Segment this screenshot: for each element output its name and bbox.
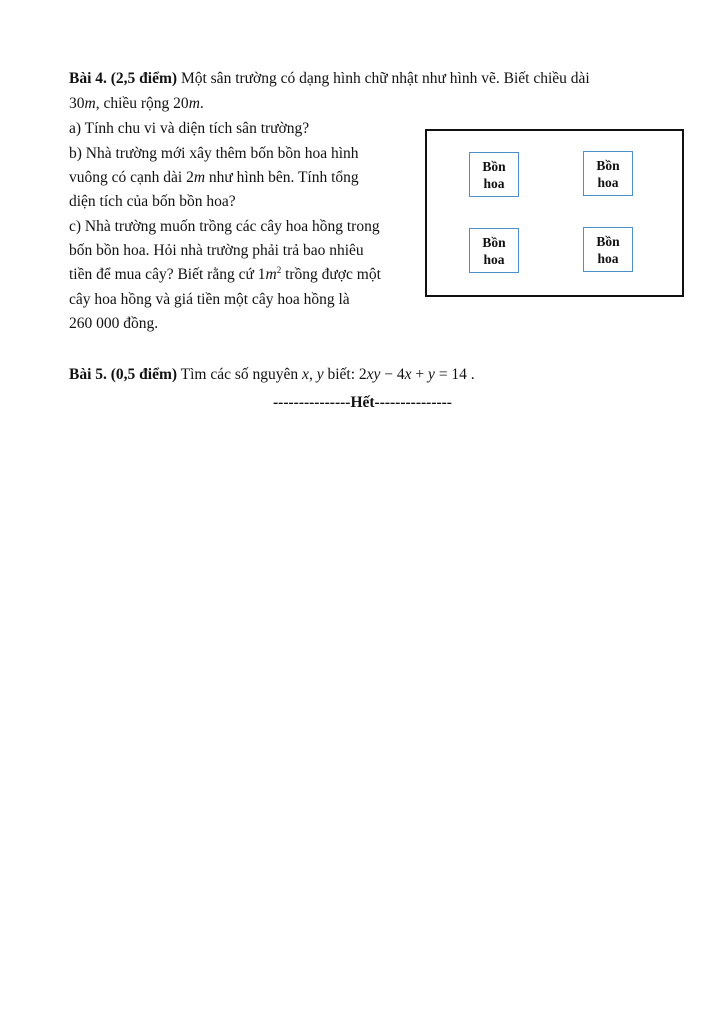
end-marker: ---------------Hết--------------- — [273, 394, 452, 411]
flower-bed-label: Bồn — [596, 233, 620, 249]
bai4-line-1 — [69, 69, 590, 89]
question-b-line-3: diện tích của bốn bồn hoa? — [69, 193, 236, 210]
flower-bed-label: Bồn — [482, 158, 506, 174]
question-c-line-5: 260 000 đồng. — [69, 315, 159, 332]
area-text-rest: trồng được một — [281, 266, 381, 283]
area-unit: m — [265, 266, 277, 283]
side-unit: m — [193, 169, 206, 186]
equation-part: − 4 — [380, 366, 405, 383]
bai5-text: Tìm các số nguyên — [177, 366, 303, 383]
question-c-line-2: bốn bồn hoa. Hỏi nhà trường phải trả bao nhiêu — [69, 242, 364, 259]
flower-bed-label: Bồn — [596, 157, 620, 173]
bai5-text-2: biết: — [323, 366, 359, 383]
flower-bed-label: Bồn — [482, 234, 506, 250]
question-b-line-1: b) Nhà trường mới xây thêm bốn bồn hoa hình — [69, 145, 359, 162]
area-exponent: 2 — [276, 265, 282, 275]
flower-bed-bottom-right — [583, 227, 633, 272]
bai4-intro: Một sân trường có dạng hình chữ nhật như hình vẽ. Biết chiều dài — [177, 70, 590, 87]
bai5-label: Bài 5. (0,5 điểm) — [69, 366, 178, 383]
flower-bed-bottom-left — [469, 228, 519, 273]
equation-y: y — [428, 366, 435, 383]
flower-bed-label: hoa — [597, 174, 619, 190]
flower-bed-top-right — [583, 151, 633, 196]
equation-part: 2 — [358, 366, 367, 383]
flower-bed-top-left — [469, 152, 519, 197]
length-value: 30 — [69, 95, 85, 112]
equation-part: + — [411, 366, 429, 383]
equation-xy: xy — [366, 366, 381, 383]
comma: , — [308, 366, 317, 383]
flower-bed-label: hoa — [483, 251, 505, 267]
side-text-rest: như hình bên. Tính tổng — [205, 169, 359, 186]
schoolyard-diagram — [425, 129, 684, 297]
length-unit: m — [84, 95, 96, 112]
width-unit: m — [188, 95, 200, 112]
side-text: vuông có cạnh dài 2 — [69, 169, 194, 186]
flower-bed-label: hoa — [597, 250, 619, 266]
bai4-label: Bài 4. (2,5 điểm) — [69, 70, 178, 87]
question-c-line-3 — [69, 265, 381, 285]
bai4-line-2 — [69, 94, 204, 114]
variable-y: y — [316, 366, 324, 383]
bai5-line — [69, 365, 475, 385]
question-c-line-4: cây hoa hồng và giá tiền một cây hoa hồng là — [69, 291, 350, 308]
flower-bed-label: hoa — [483, 175, 505, 191]
question-b-line-2 — [69, 168, 359, 188]
equation-x: x — [404, 366, 412, 383]
variable-x: x — [302, 366, 309, 383]
question-a: a) Tính chu vi và diện tích sân trường? — [69, 120, 310, 137]
area-text: tiền để mua cây? Biết rằng cứ 1 — [69, 266, 266, 283]
equation-part: = 14 . — [434, 366, 475, 383]
width-text: , chiều rộng 20 — [95, 95, 189, 112]
question-c-line-1: c) Nhà trường muốn trồng các cây hoa hồng trong — [69, 218, 380, 235]
period: . — [199, 95, 204, 112]
